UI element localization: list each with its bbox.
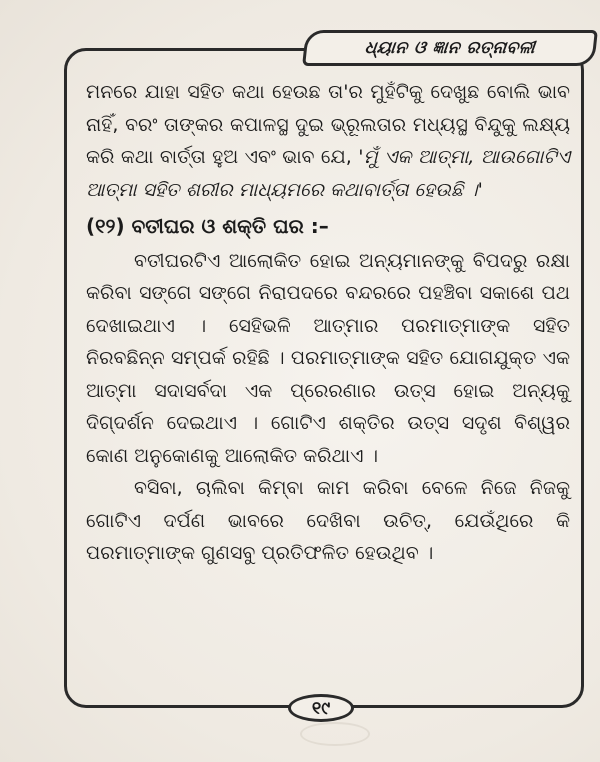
page-number: ୧୯ [311,697,331,719]
show-through-oval [300,722,370,746]
page-number-badge [288,694,354,722]
book-title-banner [302,30,598,66]
section-heading: (୧୨) ବତୀଘର ଓ ଶକ୍ତି ଘର :– [86,214,329,238]
book-title: ଧ୍ୟାନ ଓ ଜ୍ଞାନ ରତ୍ନାବଳୀ [363,38,537,58]
intro-paragraph [86,76,570,206]
page-content [86,76,570,570]
paragraph-lighthouse: ବତୀଘରଟିଏ ଆଲୋକିତ ହୋଇ ଅନ୍ୟମାନଙ୍କୁ ବିପଦରୁ ରକ୍ଷା କରିବା ସଙ୍ଗେ ସଙ୍ଗେ ନିରାପଦରେ ବନ୍ଦରରେ ପହଞ୍ଚିବା ସକାଶେ ପଥ ଦେଖାଇଥାଏ । ସେହିଭଳି ଆତ୍ମାର ପରମାତ୍ମାଙ୍କ ସହିତ ନିରବଛିନ୍ନ ସମ୍ପର୍କ ରହିଛି । ପରମାତ୍ମାଙ୍କ ସହିତ ଯୋଗଯୁକ୍ତ ଏକ ଆତ୍ମା ସଦାସର୍ବଦା ଏକ ପ୍ରେରଣାର ଉତ୍ସ ହୋଇ ଅନ୍ୟକୁ ଦିଗ୍‌ଦର୍ଶନ ଦେଇଥାଏ । ଗୋଟିଏ ଶକ୍ତିର ଉତ୍ସ ସଦୃଶ ବିଶ୍ୱର କୋଣ ଅନୁକୋଣକୁ ଆଲୋକିତ କରିଥାଏ । [86,249,570,467]
paragraph-mirror: ବସିବା, ଚାଲିବା କିମ୍ବା କାମ କରିବା ବେଳେ ନିଜେ ନିଜକୁ ଗୋଟିଏ ଦର୍ପଣ ଭାବରେ ଦେଖିବା ଉଚିତ୍, ଯେଉଁଥିରେ କି ପରମାତ୍ମାଙ୍କ ଗୁଣସବୁ ପ୍ରତିଫଳିତ ହେଉଥିବ । [86,477,570,564]
quote-text: 'ମୁଁ ଏକ ଆତ୍ମା, ଆଉଗୋଟିଏ ଆତ୍ମା ସହିତ ଶରୀର ମାଧ୍ୟମରେ କଥାବାର୍ତ୍ତା ହେଉଛି ।' [86,146,570,201]
intro-text: ମନରେ ଯାହା ସହିତ କଥା ହେଉଛ ତା'ର ମୁହଁଟିକୁ ଦେଖୁଛ ବୋଲି ଭାବ ନାହିଁ, ବରଂ ତାଙ୍କର କପାଳସ୍ଥ ଦୁଇ ଭ୍ରୂଲତାର ମଧ୍ୟସ୍ଥ ବିନ୍ଦୁକୁ ଲକ୍ଷ୍ୟ କରି କଥା ବାର୍ତ୍ତା ହୁଅ ଏବଂ ଭାବ ଯେ, [86,81,570,168]
